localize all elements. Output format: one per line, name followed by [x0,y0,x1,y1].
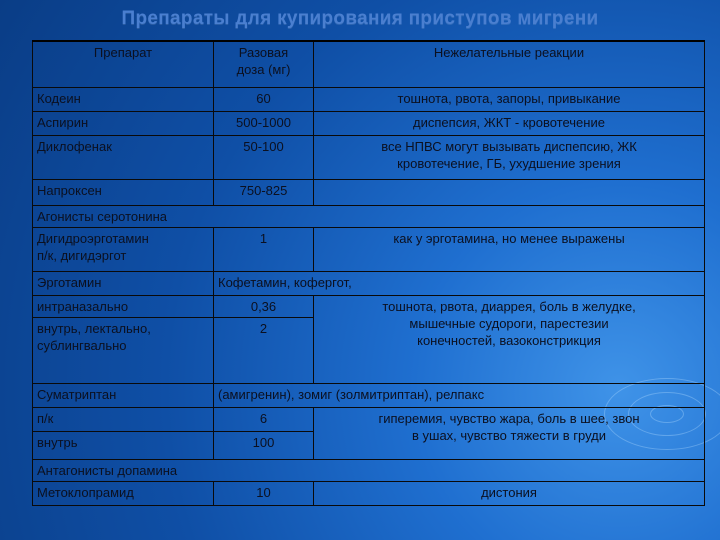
empty-cell [314,179,705,205]
reaction-text [314,295,705,383]
reaction-text: дистония [314,481,705,505]
section-heading-dopamine: Антагонисты допамина [33,459,705,481]
dose-value: 60 [214,87,314,111]
reaction-line: в ушах, чувство тяжести в груди [412,427,606,443]
reaction-text [314,407,705,459]
drug-route [33,317,214,383]
reaction-text: как у эрготамина, но менее выражены [314,227,705,271]
reaction-text: тошнота, рвота, запоры, привыкание [314,87,705,111]
drug-name: Суматриптан [33,383,214,407]
reaction-line: кровотечение, ГБ, ухудшение зрения [397,155,621,171]
section-row [33,459,705,481]
drug-route-line: внутрь, лектально, [37,320,151,336]
table-row [33,111,705,135]
dose-value: 750-825 [214,179,314,205]
section-row [33,205,705,227]
table-row [33,295,705,317]
table-row [33,481,705,505]
drug-name: Диклофенак [33,135,214,179]
header-dose-line2: доза (мг) [236,62,291,77]
drug-route: внутрь [33,431,214,459]
table-header-row [33,41,705,87]
reaction-line: гиперемия, чувство жара, боль в шее, звон [378,410,640,426]
table-row [33,87,705,111]
header-dose-line1: Разовая [238,45,289,60]
slide-title: Препараты для купирования приступов мигрени [121,8,599,29]
drug-name: Кодеин [33,87,214,111]
dose-value: 1 [214,227,314,271]
section-heading-serotonin: Агонисты серотонина [33,205,705,227]
drug-name-line: Дигидроэрготамин [37,230,149,246]
header-drug: Препарат [33,41,214,87]
drug-name: Аспирин [33,111,214,135]
drug-name: Напроксен [33,179,214,205]
reaction-line: конечностей, вазоконстрикция [417,332,601,348]
brand-names: Кофетамин, кофергот, [214,271,705,295]
dose-value: 10 [214,481,314,505]
dose-value: 0,36 [214,295,314,317]
dose-value: 6 [214,407,314,431]
reaction-text [314,135,705,179]
table-row [33,227,705,271]
drug-name [33,227,214,271]
drug-route: интраназально [33,295,214,317]
drug-name: Метоклопрамид [33,481,214,505]
reaction-line: мышечные судороги, парестезии [409,315,609,331]
table-row [33,271,705,295]
table-row [33,383,705,407]
table-row [33,135,705,179]
reaction-line: тошнота, рвота, диаррея, боль в желудке, [382,298,636,314]
dose-value: 100 [214,431,314,459]
drug-table [32,40,705,506]
drug-route: п/к [33,407,214,431]
brand-names: (амигренин), зомиг (золмитриптан), релпакс [214,383,705,407]
dose-value: 500-1000 [214,111,314,135]
header-dose [214,41,314,87]
reaction-text: диспепсия, ЖКТ - кровотечение [314,111,705,135]
dose-value: 50-100 [214,135,314,179]
drug-name-line: п/к, дигидэргот [37,247,127,263]
reaction-line: все НПВС могут вызывать диспепсию, ЖК [381,138,637,154]
drug-route-line: сублингвально [37,337,127,353]
table-row [33,407,705,431]
table-row [33,179,705,205]
drug-name: Эрготамин [33,271,214,295]
header-reactions: Нежелательные реакции [314,41,705,87]
dose-value: 2 [214,317,314,383]
